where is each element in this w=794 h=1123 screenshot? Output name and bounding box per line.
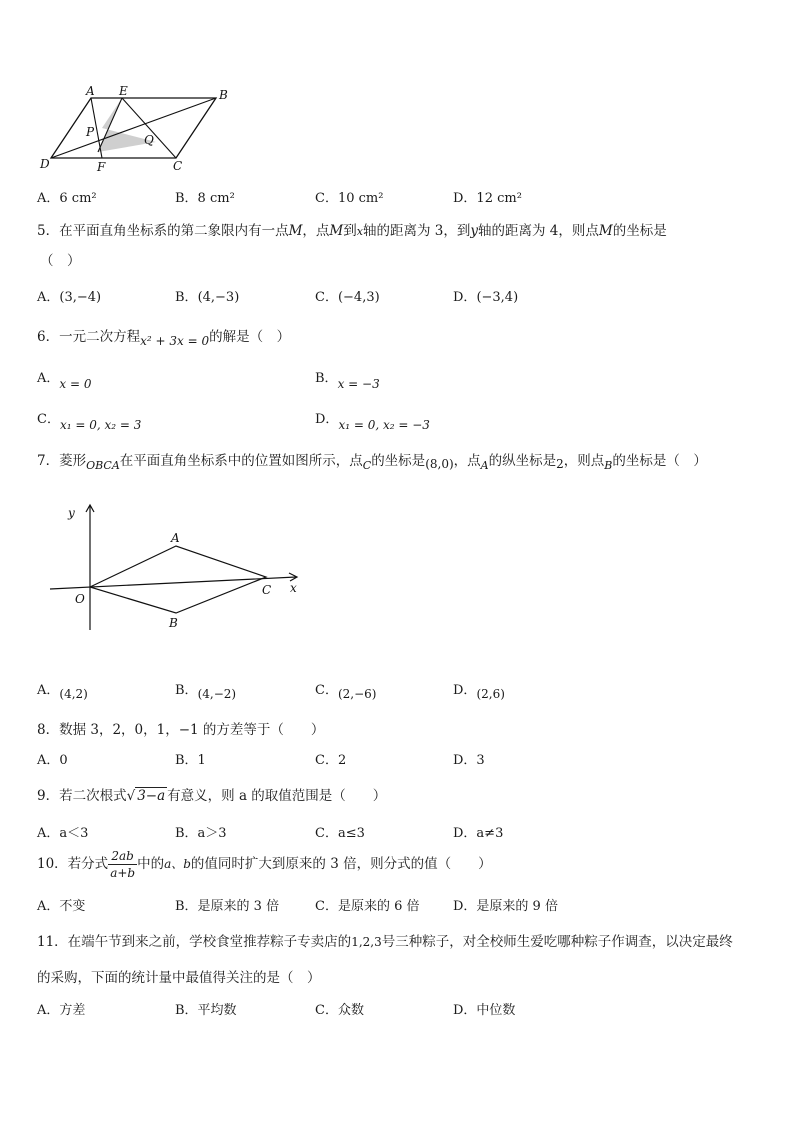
q11-question-line2: 的采购，下面的统计量中最值得关注的是（ ） [37,970,321,986]
q4-option-c: C．10 cm² [315,191,384,206]
q4-label-d: D [40,157,50,171]
q8-option-d: D．3 [453,753,485,768]
q6-question: 6．一元二次方程x² + 3x = 0的解是（ ） [37,329,291,348]
q4-option-b: B．8 cm² [175,191,235,206]
q4-label-e: E [119,84,128,98]
q4-label-c: C [173,159,183,173]
q10-question: 10．若分式 $\frac{2ab}{a+b}$ 中的a、b的值同时扩大到原来的 3 倍，则分式的值（ ） [37,849,492,880]
q7-label-o: O [75,592,85,606]
q7-rhombus-svg [46,500,306,636]
q6-option-c: C．x₁ = 0, x₂ = 3 [37,412,142,432]
q4-line-ec [122,98,176,158]
q4-label-p: P [86,125,95,139]
q9-option-b: B．a＞3 [175,826,227,841]
q11-option-b: B．平均数 [175,1003,237,1018]
q10-fraction: $\frac{2ab}{a+b}$ [110,849,136,880]
q9-option-a: A．a＜3 [37,826,89,841]
q7-question: 7．菱形$_{OBCA}$在平面直角坐标系中的位置如图所示，点$_C$的坐标是(8,0)，点$_A$的纵坐标是2，则点$_B$的坐标是（ ） [37,453,707,472]
q10-option-a: A．不变 [37,899,86,914]
q11-option-c: C．众数 [315,1003,364,1018]
q6-option-b: B．x = −3 [315,371,380,391]
q7-label-y: y [68,506,75,520]
q4-parallelogram-svg [36,82,236,176]
q7-option-a: A．(4,2) [37,683,88,701]
q7-label-c: C [262,583,272,597]
q4-label-q: Q [144,133,154,147]
q10-option-b: B．是原来的 3 倍 [175,899,280,914]
q10-option-d: D．是原来的 9 倍 [453,899,558,914]
q9-option-d: D．a≠3 [453,826,504,841]
q11-option-d: D．中位数 [453,1003,516,1018]
q8-option-b: B．1 [175,753,206,768]
q7-x-axis [50,577,296,589]
q7-label-x: x [290,581,297,595]
q7-label-a: A [171,531,180,545]
q7-option-d: D．(2,6) [453,683,505,701]
q9-option-c: C．a≤3 [315,826,365,841]
q8-option-a: A．0 [37,753,68,768]
q7-option-b: B．(4,−2) [175,683,237,701]
q9-question: 9．若二次根式√ 3−a 有意义，则 a 的取值范围是（ ） [37,788,387,804]
q4-option-a: A．6 cm² [37,191,97,206]
q8-question: 8．数据 3，2，0，1，−1 的方差等于（ ） [37,722,325,738]
q5-paren: （ ） [40,253,81,269]
q11-option-a: A．方差 [37,1003,86,1018]
q4-option-d: D．12 cm² [453,191,522,206]
q5-question: 5．在平面直角坐标系的第二象限内有一点M，点M到x轴的距离为 3，到y轴的距离为 4，则点M的坐标是 [37,223,667,239]
q4-label-a: A [86,84,95,98]
q4-label-f: F [97,160,106,174]
q10-option-c: C．是原来的 6 倍 [315,899,420,914]
q7-option-c: C．(2,−6) [315,683,377,701]
q6-option-a: A．x = 0 [37,371,92,391]
q5-option-d: D．(−3,4) [453,290,519,305]
q6-option-d: D．x₁ = 0, x₂ = −3 [315,412,430,432]
q8-option-c: C．2 [315,753,347,768]
q4-figure [36,82,236,176]
q11-question-line1: 11．在端午节到来之前，学校食堂推荐粽子专卖店的1,2,3号三种粽子，对全校师生爱吃哪种粽子作调查，以决定最终 [37,934,733,950]
q7-figure [46,500,306,636]
q5-option-a: A．(3,−4) [37,290,102,305]
q4-diagonal-db [51,98,216,158]
q9-sqrt: √ 3−a [126,788,166,804]
q4-label-b: B [219,88,228,102]
q5-option-b: B．(4,−3) [175,290,240,305]
q7-label-b: B [169,616,178,630]
q5-option-c: C．(−4,3) [315,290,380,305]
